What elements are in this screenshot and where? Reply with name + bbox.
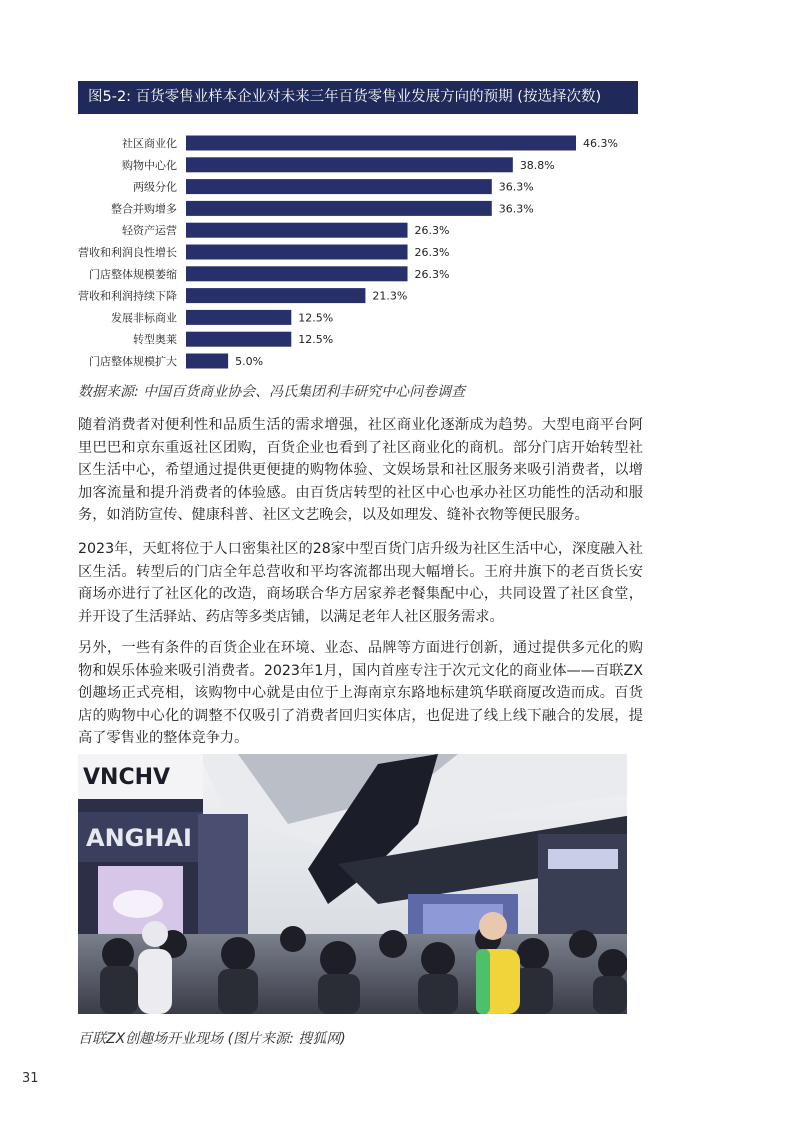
page-number: 31 [22,1071,39,1086]
category-label: 轻资产运营 [122,224,177,238]
value-label: 5.0% [235,355,264,368]
bar [186,245,408,260]
value-label: 21.3% [372,289,408,303]
bar [186,157,513,172]
value-label: 26.3% [414,224,450,238]
category-label: 整合并购增多 [111,202,177,216]
bar [186,201,492,216]
bar [186,332,291,347]
value-label: 36.3% [498,180,534,194]
chart-title: 图5-2: 百货零售业样本企业对未来三年百货零售业发展方向的预期 (按选择次数) [78,81,638,114]
category-label: 发展非标商业 [111,311,177,325]
bar [186,354,228,369]
value-label: 12.5% [298,311,334,325]
bar [186,288,365,303]
chart-source-caption: 数据来源: 中国百货商业协会、冯氏集团利丰研究中心问卷调查 [78,384,466,400]
bar [186,179,492,194]
value-label: 26.3% [414,267,450,281]
bar-chart [0,0,794,380]
category-label: 营收和利润持续下降 [78,289,177,303]
paragraph-community: 随着消费者对便利性和品质生活的需求增强，社区商业化逐渐成为趋势。大型电商平台阿里巴巴和京东重返社区团购，百货企业也看到了社区商业化的商机。部分门店开始转型社区生活中心，希望通过提供更便捷的购物体验、文娱场景和社区服务来吸引消费者，以增加客流量和提升消费者的体验感。由百货店转型的社区中心也承办社区功能性的活动和服务，如消防宣传、健康科普、社区文艺晚会，以及如理发、缝补衣物等便民服务。 [78,417,643,523]
value-label: 36.3% [498,202,534,216]
category-label: 转型奥莱 [133,333,177,347]
bar [186,310,291,325]
category-label: 两级分化 [133,180,177,194]
mall-opening-photo [78,754,627,1014]
value-label: 26.3% [414,246,450,259]
value-label: 38.8% [519,158,555,172]
category-label: 营收和利润良性增长 [78,246,177,259]
category-label: 门店整体规模扩大 [89,355,177,368]
sign-text-top: VNCHV [83,765,171,790]
value-label: 46.3% [583,137,618,150]
paragraph-innovation: 另外，一些有条件的百货企业在环境、业态、品牌等方面进行创新，通过提供多元化的购物和娱乐体验来吸引消费者。2023年1月，国内首座专注于次元文化的商业体——百联ZX创趣场正式亮相，该购物中心就是由位于上海南京东路地标建筑华联商厦改造而成。百货店的购物中心化的调整不仅吸引了消费者回归实体店，也促进了线上线下融合的发展，提高了零售业的整体竞争力。 [78,640,643,746]
category-label: 社区商业化 [122,137,177,150]
bar [186,266,408,281]
category-label: 门店整体规模萎缩 [89,267,177,281]
photo-caption: 百联ZX创趣场开业现场 (图片来源: 搜狐网) [78,1031,346,1047]
paragraph-tianhong: 2023年，天虹将位于人口密集社区的28家中型百货门店升级为社区生活中心，深度融入社区生活。转型后的门店全年总营收和平均客流都出现大幅增长。王府井旗下的老百货长安商场亦进行了社区化的改造，商场联合华方居家养老餐集配中心，共同设置了社区食堂，并开设了生活驿站、药店等多类店铺，以满足老年人社区服务需求。 [78,541,643,625]
value-label: 12.5% [298,333,334,347]
bar [186,223,408,238]
category-label: 购物中心化 [122,158,177,172]
sign-text: ANGHAI [86,824,192,852]
bar [186,136,576,151]
